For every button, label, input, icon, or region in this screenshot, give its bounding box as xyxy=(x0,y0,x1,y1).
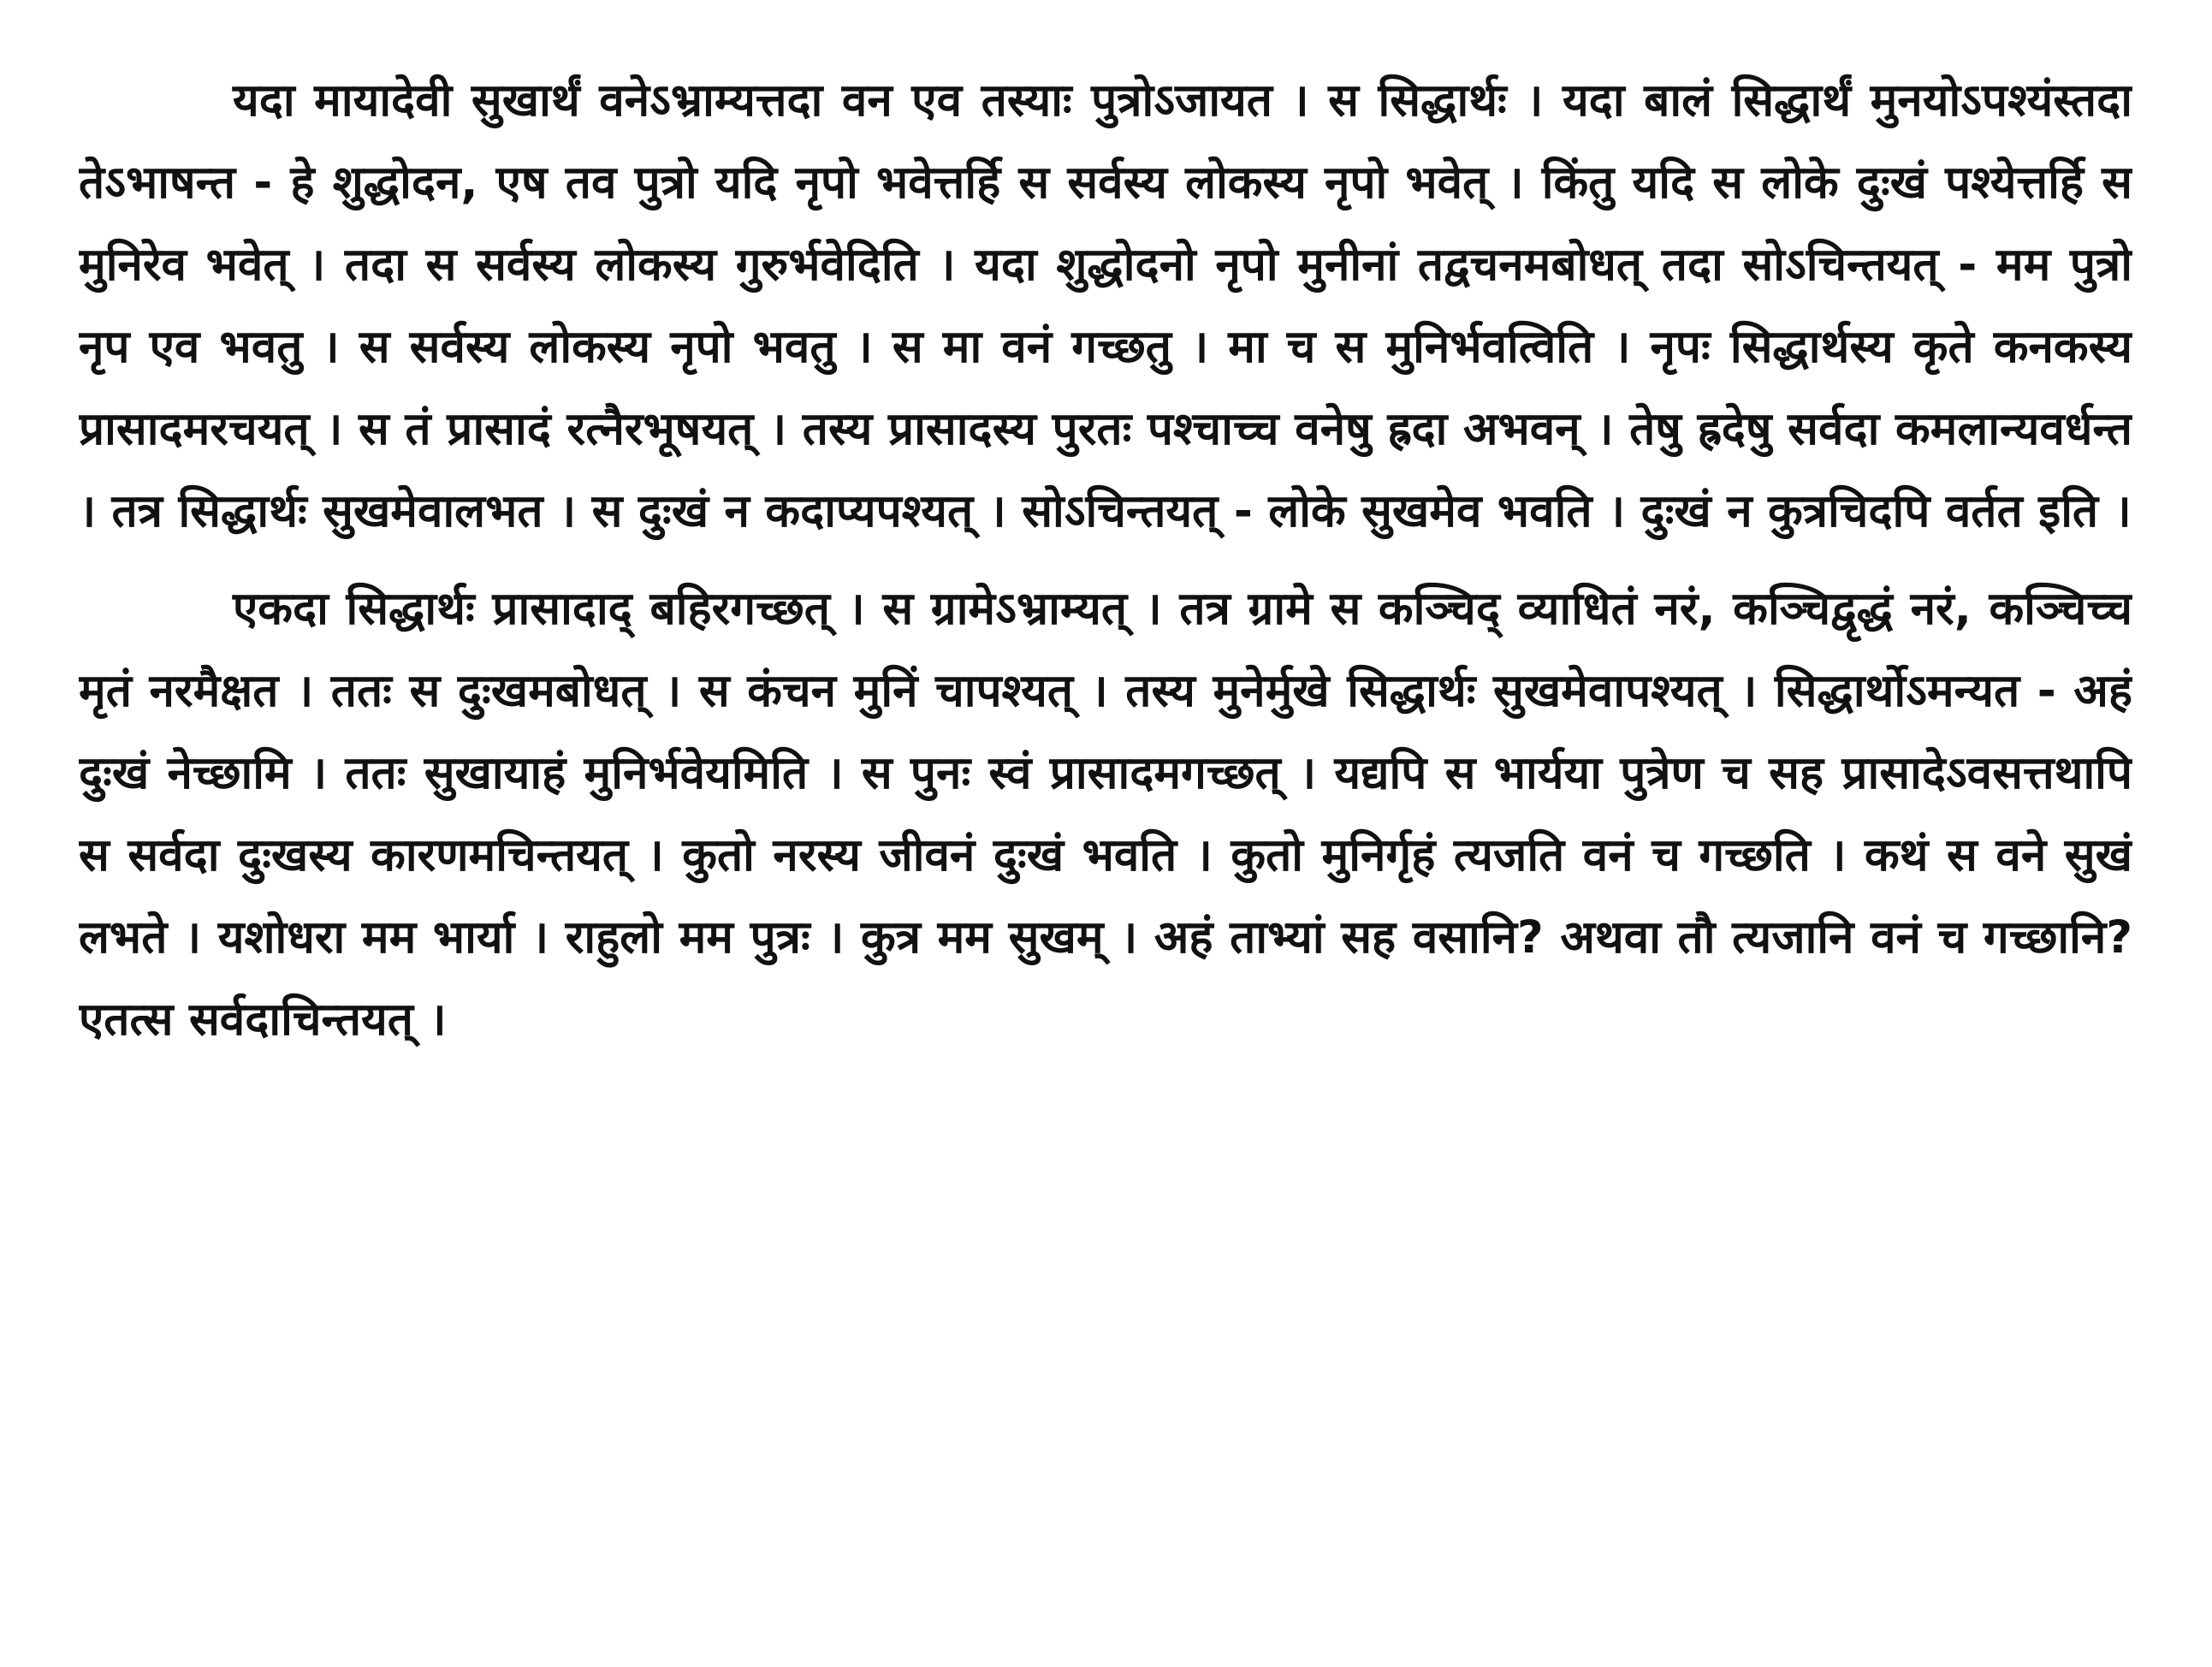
document-page xyxy=(79,60,2132,1617)
paragraph-1-text: यदा मायादेवी सुखार्थं वनेऽभ्राम्यत्तदा वन एव तस्याः पुत्रोऽजायत । स सिद्धार्थः । यदा बालं सिद्धार्थं मुनयोऽपश्यंस्तदा तेऽभाषन्त - हे शुद्धोदन, एष तव पुत्रो यदि नृपो भवेत्तर्हि स सर्वस्य लोकस्य नृपो भवेत् । किंतु यदि स लोके दुःखं पश्येत्तर्हि स मुनिरेव भवेत् । तदा स सर्वस्य लोकस्य गुरुर्भवेदिति । यदा शुद्धोदनो नृपो मुनीनां तद्वचनमबोधत् तदा सोऽचिन्तयत् - मम पुत्रो नृप एव भवतु । स सर्वस्य लोकस्य नृपो भवतु । स मा वनं गच्छतु । मा च स मुनिर्भवत्विति । नृपः सिद्धार्थस्य कृते कनकस्य प्रासादमरचयत् । स तं प्रासादं रत्नैरभूषयत् । तस्य प्रासादस्य पुरतः पश्चाच्च वनेषु ह्रदा अभवन् । तेषु ह्रदेषु सर्वदा कमलान्यवर्धन्त । तत्र सिद्धार्थः सुखमेवालभत । स दुःखं न कदाप्यपश्यत् । सोऽचिन्तयत् - लोके सुखमेव भवति । दुःखं न कुत्रचिदपि वर्तत इति । xyxy=(79,74,2132,537)
paragraph-1 xyxy=(79,60,2132,553)
paragraph-2-text: एकदा सिद्धार्थः प्रासादाद् बहिरगच्छत् । स ग्रामेऽभ्राम्यत् । तत्र ग्रामे स कञ्चिद् व्याधितं नरं, कञ्चिद्वृद्धं नरं, कञ्चिच्च मृतं नरमैक्षत । ततः स दुःखमबोधत् । स कंचन मुनिं चापश्यत् । तस्य मुनेर्मुखे सिद्धार्थः सुखमेवापश्यत् । सिद्धार्थोऽमन्यत - अहं दुःखं नेच्छामि । ततः सुखायाहं मुनिर्भवेयमिति । स पुनः स्वं प्रासादमगच्छत् । यद्यपि स भार्यया पुत्रेण च सह प्रासादेऽवसत्तथापि स सर्वदा दुःखस्य कारणमचिन्तयत् । कुतो नरस्य जीवनं दुःखं भवति । कुतो मुनिर्गृहं त्यजति वनं च गच्छति । कथं स वने सुखं लभते । यशोधरा मम भार्या । राहुलो मम पुत्रः । कुत्र मम सुखम् । अहं ताभ्यां सह वसानि? अथवा तौ त्यजानि वनं च गच्छानि? एतत्स सर्वदाचिन्तयत् । xyxy=(79,583,2132,1046)
paragraph-2 xyxy=(79,568,2132,1061)
